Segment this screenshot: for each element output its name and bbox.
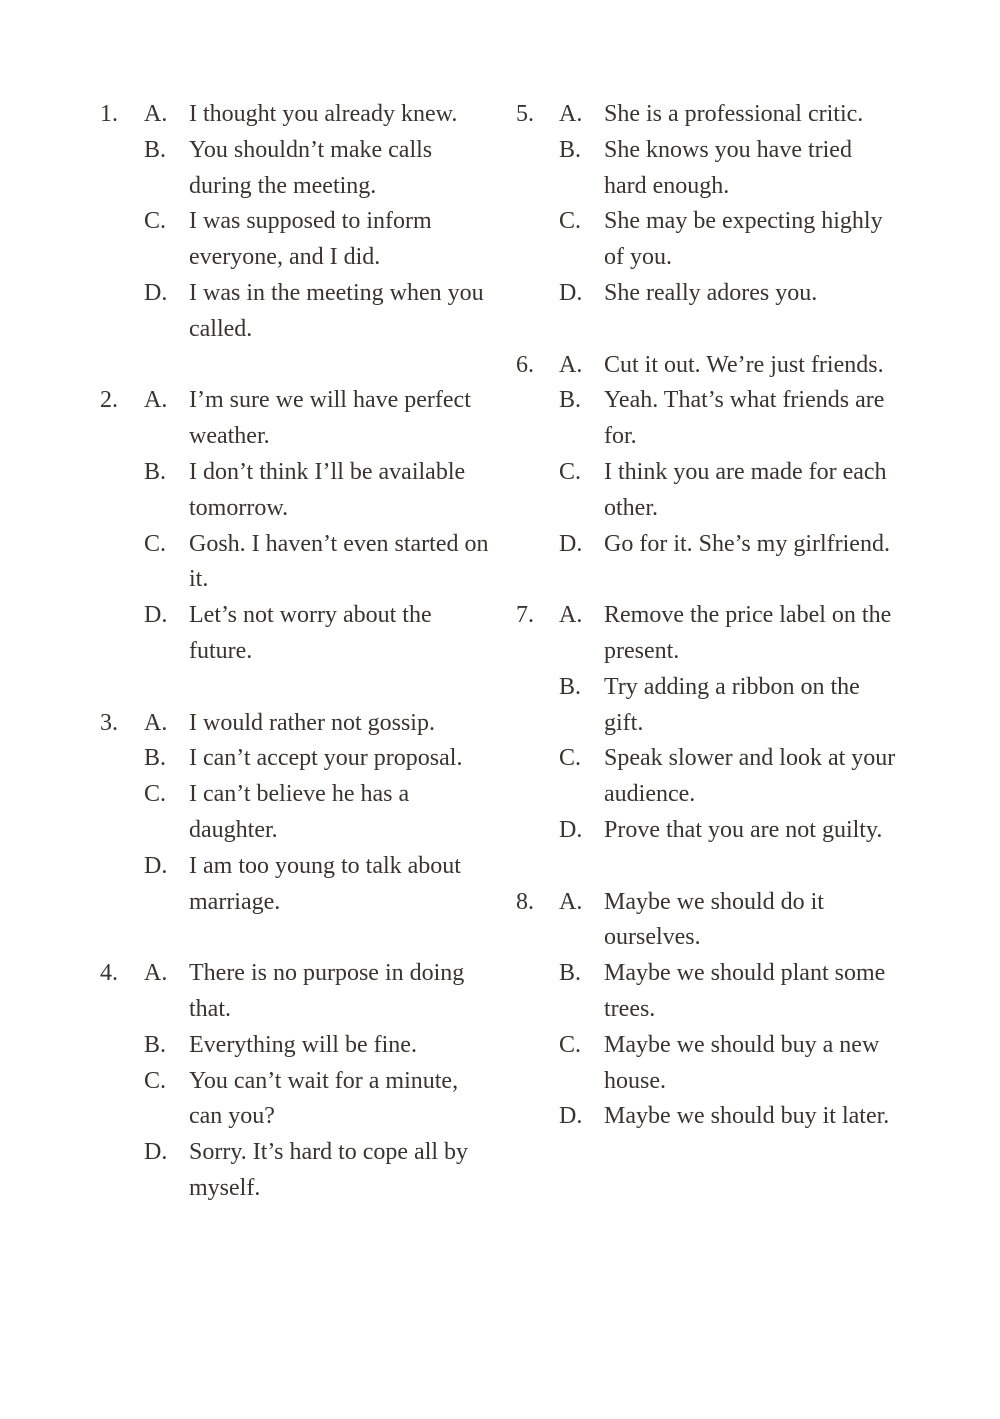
option-d[interactable] xyxy=(144,598,494,670)
option-label: D. xyxy=(559,530,583,557)
question-8 xyxy=(500,885,1000,1136)
option-list xyxy=(0,97,500,348)
option-label: A. xyxy=(144,101,168,127)
option-text: She knows you have tried hard enough. xyxy=(604,136,852,199)
option-d[interactable] xyxy=(559,1099,899,1135)
option-text: Maybe we should buy a new house. xyxy=(604,1031,880,1094)
option-label: C. xyxy=(559,1031,582,1058)
option-b[interactable] xyxy=(144,741,494,777)
option-a[interactable] xyxy=(559,885,899,957)
option-list xyxy=(0,956,500,1207)
option-label: A. xyxy=(144,709,168,736)
option-label: C. xyxy=(144,208,167,235)
option-b[interactable] xyxy=(559,670,899,742)
option-label: D. xyxy=(144,852,168,879)
option-text: Maybe we should buy it later. xyxy=(604,1103,890,1130)
option-text: I’m sure we will have perfect weather. xyxy=(189,387,471,450)
option-b[interactable] xyxy=(144,133,494,205)
option-a[interactable] xyxy=(144,97,494,133)
option-list xyxy=(500,598,1000,849)
option-text: I was in the meeting when you called. xyxy=(189,279,484,342)
option-b[interactable] xyxy=(144,455,494,527)
option-text: You can’t wait for a minute, can you? xyxy=(189,1067,459,1130)
option-b[interactable] xyxy=(559,383,899,455)
option-text: I can’t believe he has a daughter. xyxy=(189,781,410,843)
option-text: Sorry. It’s hard to cope all by myself. xyxy=(189,1139,469,1201)
option-label: A. xyxy=(559,101,583,127)
option-c[interactable] xyxy=(144,204,494,276)
option-label: B. xyxy=(144,1031,167,1058)
option-label: C. xyxy=(559,458,582,485)
option-list xyxy=(500,885,1000,1136)
option-text: Maybe we should do it ourselves. xyxy=(604,888,824,951)
option-text: There is no purpose in doing that. xyxy=(189,960,465,1022)
option-text: Everything will be fine. xyxy=(189,1031,417,1058)
option-text: I think you are made for each other. xyxy=(604,458,887,521)
option-text: Prove that you are not guilty. xyxy=(604,816,883,843)
option-label: B. xyxy=(559,673,582,700)
option-text: I was supposed to inform everyone, and I did. xyxy=(189,208,432,271)
option-label: D. xyxy=(559,279,583,306)
right-question-column xyxy=(500,97,1000,1171)
question-number: 4. xyxy=(100,960,118,987)
question-number: 8. xyxy=(516,888,534,915)
option-label: B. xyxy=(144,458,167,485)
option-text: She really adores you. xyxy=(604,279,818,306)
question-5 xyxy=(500,97,1000,312)
question-number: 6. xyxy=(516,351,534,378)
option-d[interactable] xyxy=(144,276,494,348)
option-c[interactable] xyxy=(559,204,899,276)
option-c[interactable] xyxy=(144,527,494,599)
option-label: B. xyxy=(144,745,167,772)
option-text: Cut it out. We’re just friends. xyxy=(604,351,884,378)
question-3 xyxy=(0,706,500,921)
option-text: Remove the price label on the present. xyxy=(604,602,892,664)
question-number: 2. xyxy=(100,387,118,414)
question-1 xyxy=(0,97,500,348)
option-text: I can’t accept your proposal. xyxy=(189,745,463,772)
option-c[interactable] xyxy=(559,1028,899,1100)
option-d[interactable] xyxy=(559,527,899,563)
option-label: D. xyxy=(559,1103,583,1130)
option-list xyxy=(0,706,500,921)
option-b[interactable] xyxy=(559,956,899,1028)
option-label: D. xyxy=(144,1139,168,1166)
option-label: B. xyxy=(144,136,167,163)
option-text: I would rather not gossip. xyxy=(189,709,435,736)
option-a[interactable] xyxy=(144,706,494,742)
option-text: She may be expecting highly of you. xyxy=(604,208,883,271)
option-b[interactable] xyxy=(559,133,899,205)
option-d[interactable] xyxy=(144,1135,494,1207)
option-label: A. xyxy=(559,888,583,915)
option-text: I thought you already knew. xyxy=(189,101,458,127)
option-b[interactable] xyxy=(144,1028,494,1064)
option-d[interactable] xyxy=(559,813,899,849)
option-text: I am too young to talk about marriage. xyxy=(189,852,461,915)
question-number: 1. xyxy=(100,101,118,127)
option-text: Speak slower and look at your audience. xyxy=(604,745,896,808)
question-number: 7. xyxy=(516,602,534,629)
option-text: Try adding a ribbon on the gift. xyxy=(604,673,860,736)
option-label: A. xyxy=(559,602,583,629)
option-text: Yeah. That’s what friends are for. xyxy=(604,387,885,450)
option-a[interactable] xyxy=(559,348,899,384)
option-a[interactable] xyxy=(559,97,899,133)
option-label: D. xyxy=(559,816,583,843)
option-text: She is a professional critic. xyxy=(604,101,864,127)
option-text: Gosh. I haven’t even started on it. xyxy=(189,530,489,593)
option-list xyxy=(500,97,1000,312)
question-7 xyxy=(500,598,1000,849)
question-2 xyxy=(0,383,500,669)
option-c[interactable] xyxy=(144,1064,494,1136)
option-text: Go for it. She’s my girlfriend. xyxy=(604,530,890,557)
option-label: C. xyxy=(559,745,582,772)
option-label: A. xyxy=(144,387,168,414)
option-label: D. xyxy=(144,602,168,629)
option-c[interactable] xyxy=(144,777,494,849)
question-4 xyxy=(0,956,500,1207)
option-text: You shouldn’t make calls during the meeting. xyxy=(189,136,433,199)
option-label: D. xyxy=(144,279,168,306)
option-text: Let’s not worry about the future. xyxy=(189,602,432,664)
option-d[interactable] xyxy=(559,276,899,312)
option-list xyxy=(0,383,500,669)
option-label: A. xyxy=(144,960,168,987)
option-a[interactable] xyxy=(144,383,494,455)
option-a[interactable] xyxy=(559,598,899,670)
option-label: B. xyxy=(559,960,582,987)
option-label: B. xyxy=(559,136,582,163)
option-d[interactable] xyxy=(144,849,494,921)
option-label: B. xyxy=(559,387,582,414)
option-label: C. xyxy=(144,1067,167,1094)
option-label: C. xyxy=(144,530,167,557)
question-number: 5. xyxy=(516,101,534,127)
option-label: C. xyxy=(144,781,167,808)
option-a[interactable] xyxy=(144,956,494,1028)
option-label: C. xyxy=(559,208,582,235)
option-label: A. xyxy=(559,351,583,378)
left-question-column xyxy=(0,97,500,1243)
question-6 xyxy=(500,348,1000,563)
option-c[interactable] xyxy=(559,455,899,527)
option-text: I don’t think I’ll be available tomorrow. xyxy=(189,458,466,521)
option-list xyxy=(500,348,1000,563)
option-text: Maybe we should plant some trees. xyxy=(604,960,886,1022)
option-c[interactable] xyxy=(559,741,899,813)
question-number: 3. xyxy=(100,709,118,736)
